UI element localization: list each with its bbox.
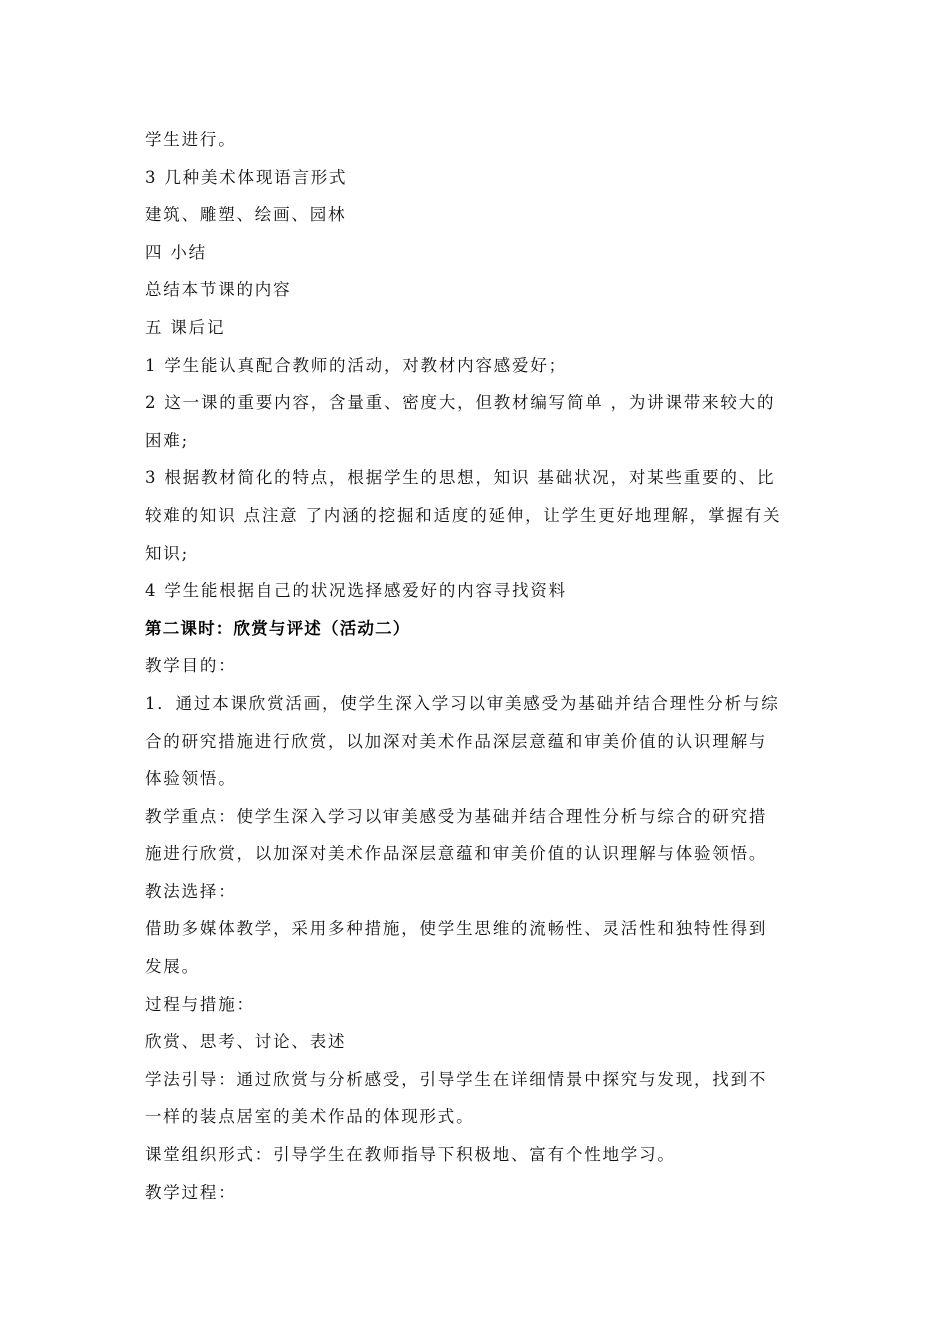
section-heading: 四 小结 [145, 242, 207, 262]
text-line: 较难的知识 点注意 了内涵的挖掘和适度的延伸，让学生更好地理解，掌握有关 [145, 505, 782, 525]
text-line: 课堂组织形式：引导学生在教师指导下积极地、富有个性地学习。 [145, 1145, 676, 1165]
text-line: 发展。 [145, 957, 200, 977]
text-line: 欣赏、思考、讨论、表述 [145, 1032, 347, 1052]
lesson-heading: 第二课时：欣赏与评述（活动二） [145, 618, 411, 638]
label-line: 过程与措施： [145, 994, 255, 1014]
text-line: 学法引导：通过欣赏与分析感受，引导学生在详细情景中探究与发现，找到不 [145, 1069, 768, 1089]
text-line: 施进行欣赏，以加深对美术作品深层意蕴和审美价值的认识理解与体验领悟。 [145, 844, 768, 864]
text-line: 总结本节课的内容 [145, 280, 292, 300]
text-line: 建筑、雕塑、绘画、园林 [145, 205, 347, 225]
list-item: 1 学生能认真配合教师的活动，对教材内容感爱好； [145, 355, 567, 375]
section-item: 3 几种美术体现语言形式 [145, 167, 348, 187]
text-line: 体验领悟。 [145, 769, 237, 789]
label-line: 教学过程： [145, 1182, 237, 1202]
label-line: 教法选择： [145, 881, 237, 901]
label-line: 教学目的： [145, 656, 237, 676]
list-item: 3 根据教材简化的特点，根据学生的思想，知识 基础状况，对某些重要的、比 [145, 468, 776, 488]
document-body [145, 121, 810, 1211]
text-line: 一样的装点居室的美术作品的体现形式。 [145, 1107, 475, 1127]
text-line: 知识; [145, 543, 189, 563]
text-line: 教学重点：使学生深入学习以审美感受为基础并结合理性分析与综合的研究措 [145, 806, 768, 826]
text-line: 合的研究措施进行欣赏，以加深对美术作品深层意蕴和审美价值的认识理解与 [145, 731, 768, 751]
list-item: 4 学生能根据自己的状况选择感爱好的内容寻找资料 [145, 581, 567, 601]
list-item: 2 这一课的重要内容，含量重、密度大，但教材编写简单 ，为讲课带来较大的 [145, 393, 776, 413]
text-line: 困难; [145, 430, 189, 450]
text-line: 学生进行。 [145, 130, 237, 149]
text-line: 借助多媒体教学，采用多种措施，使学生思维的流畅性、灵活性和独特性得到 [145, 919, 768, 939]
section-heading: 五 课后记 [145, 317, 226, 337]
list-item: 1．通过本课欣赏活画，使学生深入学习以审美感受为基础并结合理性分析与综 [145, 693, 780, 713]
